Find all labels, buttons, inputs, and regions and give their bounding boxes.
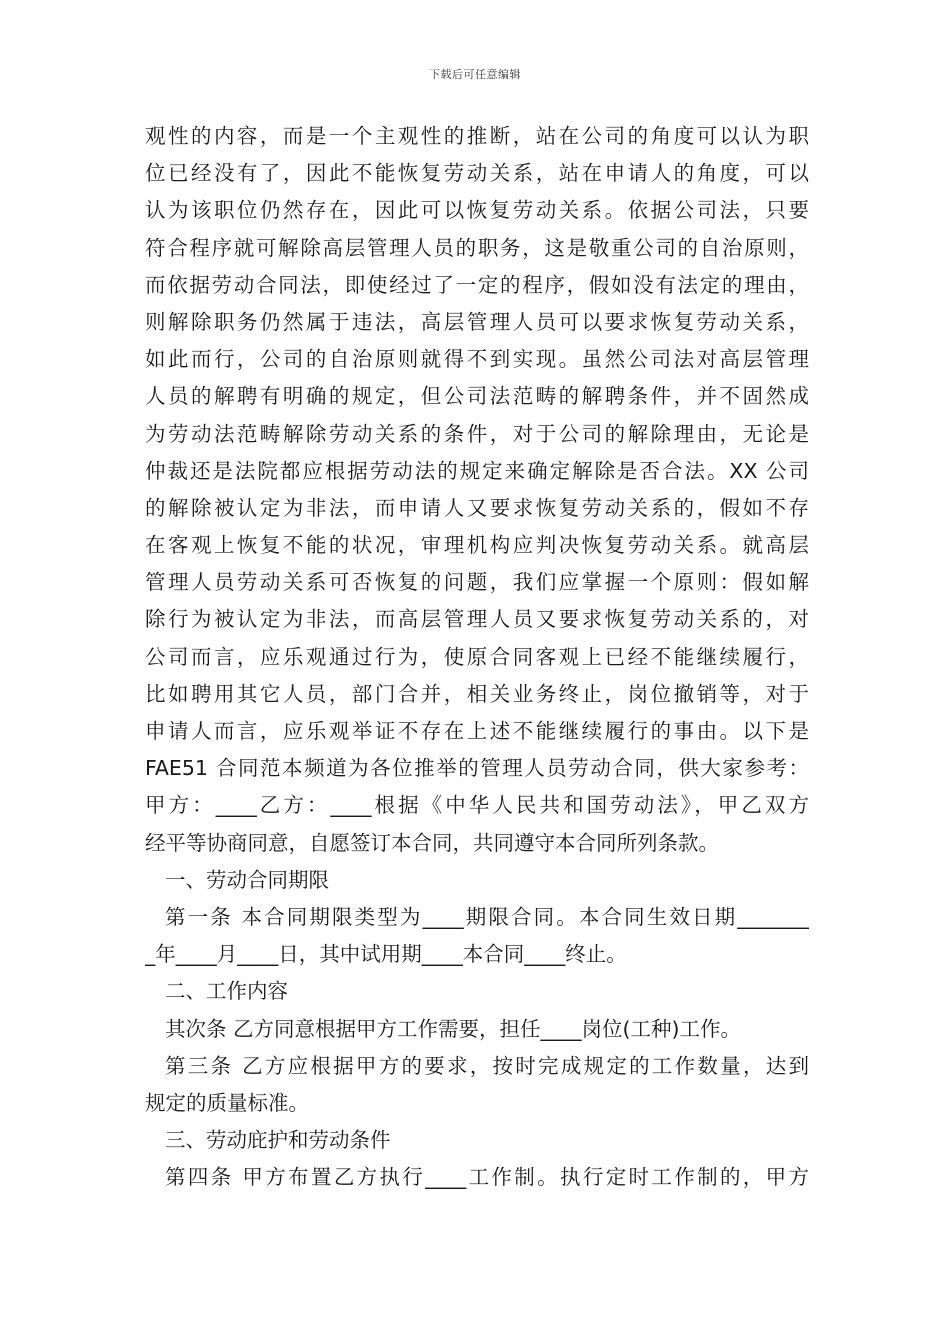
text-line: 位已经没有了，因此不能恢复劳动关系，站在申请人的角度，可以 — [145, 161, 809, 186]
text-line: 如此而行，公司的自治原则就得不到实现。虽然公司法对高层管理 — [145, 347, 809, 372]
section-heading: 一、劳动合同期限 — [165, 867, 329, 892]
clause-line: 第四条 甲方布置乙方执行____工作制。执行定时工作制的，甲方 — [165, 1165, 809, 1190]
clause-line: 第一条 本合同期限类型为____期限合同。本合同生效日期_______ — [165, 904, 809, 929]
section-heading: 二、工作内容 — [165, 979, 288, 1004]
page-header-note: 下载后可任意编辑 — [429, 68, 521, 81]
text-line: 比如聘用其它人员，部门合并，相关业务终止，岗位撤销等，对于 — [145, 681, 809, 706]
text-line: 除行为被认定为非法，而高层管理人员又要求恢复劳动关系的，对 — [145, 607, 809, 632]
text-line: 经平等协商同意，自愿签订本合同，共同遵守本合同所列条款。 — [145, 830, 719, 855]
clause-line: 规定的质量标准。 — [145, 1090, 309, 1115]
text-line: 符合程序就可解除高层管理人员的职务，这是敬重公司的自治原则， — [145, 235, 809, 260]
text-line: 则解除职务仍然属于违法，高层管理人员可以要求恢复劳动关系， — [145, 309, 809, 334]
clause-line: 第三条 乙方应根据甲方的要求，按时完成规定的工作数量，达到 — [165, 1053, 809, 1078]
text-line: 认为该职位仍然存在，因此可以恢复劳动关系。依据公司法，只要 — [145, 198, 809, 223]
document-body — [145, 118, 809, 1196]
text-line: 管理人员劳动关系可否恢复的问题，我们应掌握一个原则：假如解 — [145, 570, 809, 595]
text-line: 甲方：____乙方：____根据《中华人民共和国劳动法》，甲乙双方 — [145, 793, 809, 818]
text-line: 而依据劳动合同法，即使经过了一定的程序，假如没有法定的理由， — [145, 272, 809, 297]
text-line: 公司而言，应乐观通过行为，使原合同客观上已经不能继续履行， — [145, 644, 809, 669]
text-line: 在客观上恢复不能的状况，审理机构应判决恢复劳动关系。就高层 — [145, 533, 809, 558]
text-line: 为劳动法范畴解除劳动关系的条件，对于公司的解除理由，无论是 — [145, 421, 809, 446]
text-line: 观性的内容，而是一个主观性的推断，站在公司的角度可以认为职 — [145, 124, 809, 148]
clause-line: _年____月____日，其中试用期____本合同____终止。 — [145, 942, 627, 967]
text-line: FAE51 合同范本频道为各位推举的管理人员劳动合同，供大家参考： — [145, 756, 809, 781]
text-line: 人员的解聘有明确的规定，但公司法范畴的解聘条件，并不固然成 — [145, 384, 809, 409]
text-line: 仲裁还是法院都应根据劳动法的规定来确定解除是否合法。XX 公司 — [145, 458, 809, 483]
text-line: 的解除被认定为非法，而申请人又要求恢复劳动关系的，假如不存 — [145, 495, 809, 520]
section-heading: 三、劳动庇护和劳动条件 — [165, 1128, 391, 1153]
text-line: 申请人而言，应乐观举证不存在上述不能继续履行的事由。以下是 — [145, 719, 809, 743]
clause-line: 其次条 乙方同意根据甲方工作需要，担任____岗位(工种)工作。 — [165, 1016, 742, 1041]
